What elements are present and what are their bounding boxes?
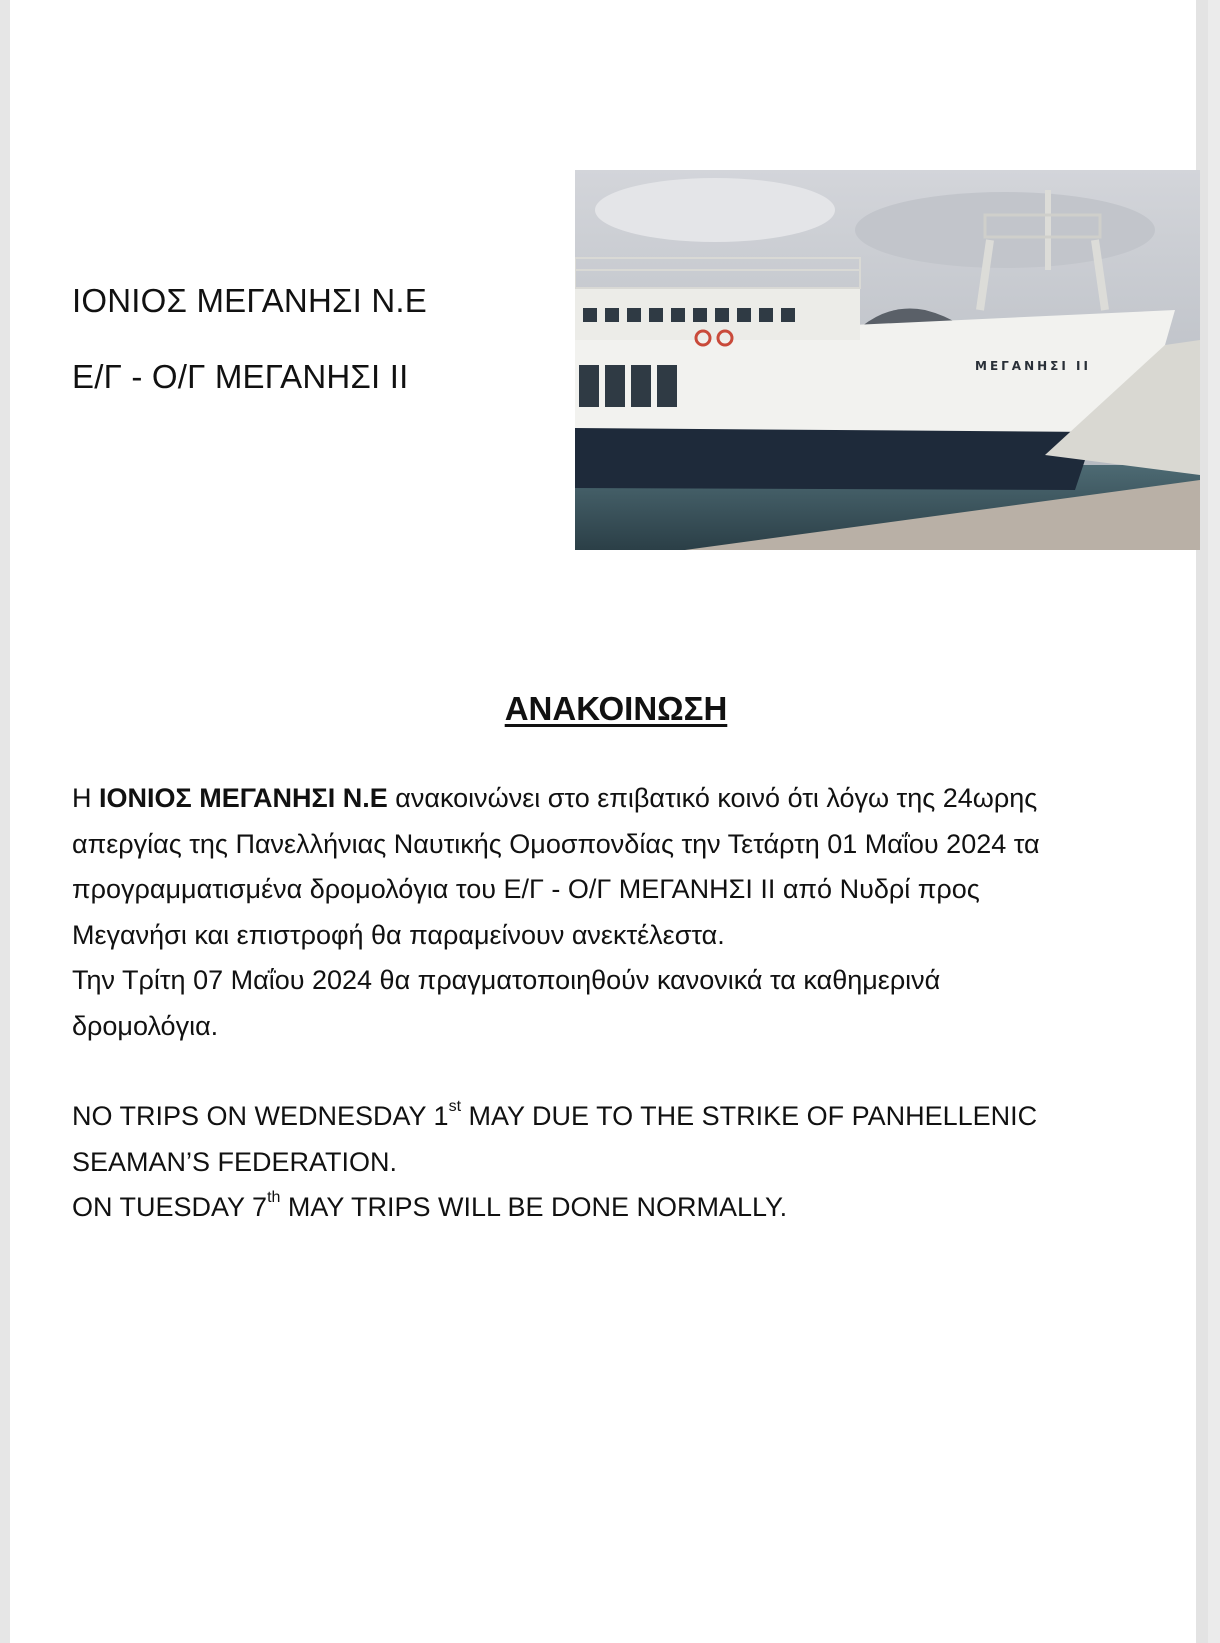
english-line (72, 1094, 1172, 1140)
greek-line (72, 776, 1172, 822)
ferry-illustration (575, 170, 1200, 550)
company-bold: ΙΟΝΙΟΣ ΜΕΓΑΝΗΣΙ Ν.Ε (99, 783, 388, 813)
greek-line: Την Τρίτη 07 Μαΐου 2024 θα πραγματοποιηθούν κανονικά τα καθημερινά (72, 965, 941, 995)
english-l3-b: MAY TRIPS WILL BE DONE NORMALLY. (280, 1192, 788, 1222)
cloud (855, 192, 1155, 268)
ordinal-suffix: st (448, 1098, 462, 1115)
notice-title: ΑΝΑΚΟΙΝΩΣΗ (504, 690, 728, 727)
greek-line1-rest: ανακοινώνει στο επιβατικό κοινό ότι λόγω της 24ωρης (387, 783, 1038, 813)
greek-intro-prefix: Η (72, 783, 99, 813)
hull-lower (575, 425, 1095, 490)
greek-line: προγραμματισμένα δρομολόγια του Ε/Γ - Ο/Γ ΜΕΓΑΝΗΣΙ ΙΙ από Νυδρί προς (72, 874, 980, 904)
cloud (595, 178, 835, 242)
english-l3-a: ON TUESDAY 7 (72, 1192, 268, 1222)
ferry-photo (575, 170, 1200, 550)
notice-body (72, 776, 1172, 1231)
ordinal-suffix: th (267, 1189, 281, 1206)
greek-line: δρομολόγια. (72, 1010, 219, 1041)
english-line: SEAMAN’S FEDERATION. (72, 1146, 398, 1177)
greek-line: απεργίας της Πανελλήνιας Ναυτικής Ομοσπονδίας την Τετάρτη 01 Μαΐου 2024 τα (72, 828, 1040, 859)
english-l1-b: MAY DUE TO THE STRIKE OF PANHELLENIC (461, 1101, 1038, 1131)
vessel-name: Ε/Γ - Ο/Γ ΜΕΓΑΝΗΣΙ ΙΙ (72, 358, 409, 395)
english-line (72, 1185, 1172, 1231)
mast (1045, 190, 1051, 270)
page-left-edge (0, 0, 10, 1643)
greek-line: Μεγανήσι και επιστροφή θα παραμείνουν ανεκτέλεστα. (72, 919, 725, 950)
company-name: ΙΟΝΙΟΣ ΜΕΓΑΝΗΣΙ Ν.Ε (72, 282, 427, 319)
english-l1-a: NO TRIPS ON WEDNESDAY 1 (72, 1101, 449, 1131)
hull-name-text: ΜΕΓΑΝΗΣΙ ΙΙ (975, 359, 1091, 373)
